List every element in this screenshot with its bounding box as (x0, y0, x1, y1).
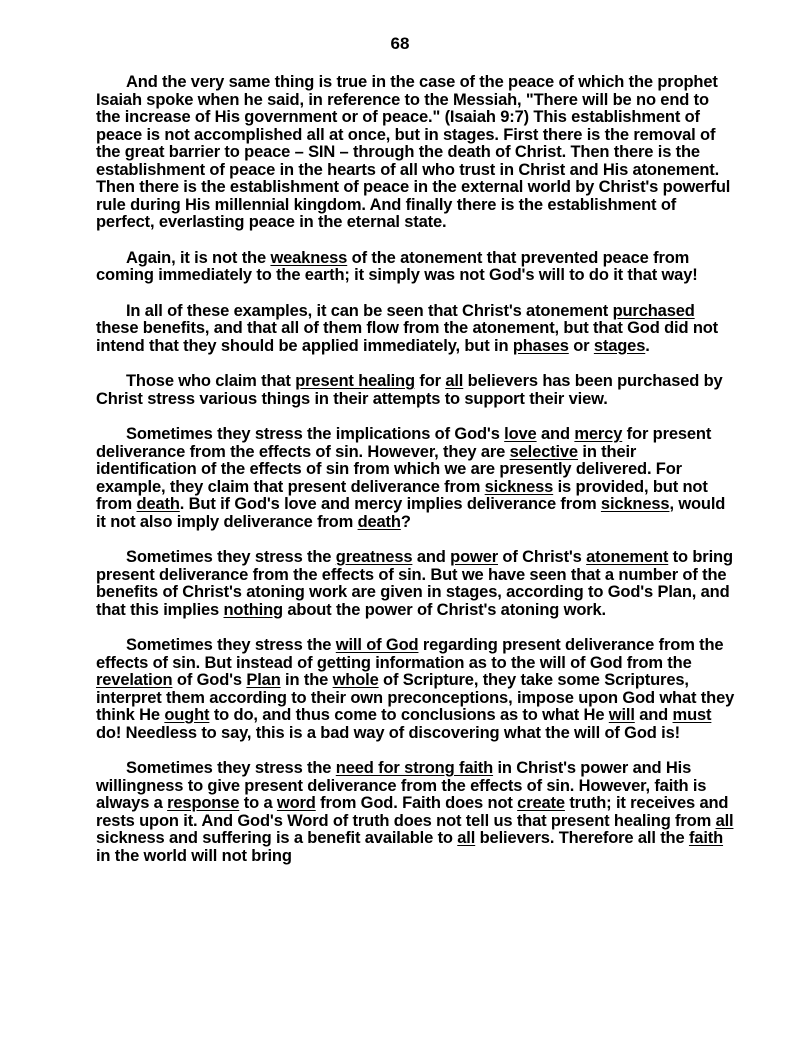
text-run: do! Needless to say, this is a bad way of discovering what the will of God is! (96, 723, 680, 742)
text-run: . But if God's love and mercy implies deliverance from (179, 495, 601, 513)
text-run: believers has been purchased by Christ stress various things in their attempts to support their view. (96, 372, 723, 408)
text-run: for (414, 372, 446, 390)
text-run: regarding present deliverance from the effects of sin. But instead of getting information as to the will of God from the (96, 636, 724, 672)
text-run: of Christ's (498, 548, 587, 566)
paragraph-p1 (96, 74, 736, 232)
paragraph-p4 (96, 373, 736, 408)
underlined-text: mercy (574, 425, 623, 443)
underlined-text: phases (512, 336, 569, 355)
text-run: of the atonement that prevented peace from coming immediately to the earth; it simply was not God's will to do it that way! (96, 248, 698, 284)
underlined-text: response (167, 794, 240, 812)
underlined-text: atonement (586, 548, 669, 566)
underlined-text: faith (688, 829, 724, 847)
underlined-text: sickness (600, 495, 670, 513)
text-run: or (568, 336, 594, 355)
underlined-text: death (136, 495, 180, 513)
underlined-text: word (276, 794, 316, 812)
underlined-text: power (450, 548, 498, 566)
text-run: ? (400, 512, 411, 531)
text-run: . (645, 336, 650, 355)
underlined-text: must (672, 706, 712, 724)
text-run: about the power of Christ's atoning work. (282, 600, 606, 619)
underlined-text: all (457, 829, 476, 847)
text-run: these benefits, and that all of them flow from the atonement, but that God did not intend that they should be applied immediately, but in (96, 319, 719, 355)
underlined-text: stages (593, 336, 646, 355)
paragraph-p5 (96, 426, 736, 531)
text-run: in their identification of the effects of sin from which we are presently delivered. For example, they claim that present deliverance from (96, 442, 682, 496)
text-run: from God. Faith does not (315, 794, 518, 812)
text-run: in the world will not bring (96, 846, 292, 865)
underlined-text: all (715, 811, 734, 830)
text-run: Again, it is not the (126, 248, 271, 267)
paragraph-p3 (96, 303, 736, 356)
underlined-text: create (517, 794, 565, 812)
underlined-text: ought (164, 706, 210, 724)
underlined-text: greatness (335, 548, 413, 566)
underlined-text: Plan (246, 671, 281, 689)
text-run: In all of these examples, it can be seen that Christ's atonement (126, 301, 613, 320)
text-run: in Christ's power and His willingness to give present deliverance from the effects of sin. However, faith is always a (96, 759, 707, 812)
underlined-text: purchased (612, 301, 695, 320)
text-run: to bring present deliverance from the effects of sin. But we have seen that a number of the benefits of Christ's atoning work are given in stages, according to God's Plan, and that this implies (96, 548, 733, 619)
text-run: Sometimes they stress the implications of God's (126, 425, 505, 443)
text-run: to do, and thus come to conclusions as to what He (209, 706, 609, 724)
text-run: believers. Therefore all the (475, 829, 689, 847)
paragraph-p6 (96, 549, 736, 619)
paragraph-p2 (96, 250, 736, 285)
underlined-text: selective (509, 442, 578, 461)
underlined-text: will of God (335, 636, 419, 654)
underlined-text: will (608, 706, 635, 724)
paragraph-p7 (96, 637, 736, 742)
underlined-text: need for strong faith (335, 759, 494, 777)
text-run: And the very same thing is true in the case of the peace of which the prophet Isaiah spoke when he said, in reference to the Messiah, "There will be no end to the increase of His government or of peace." (Isaiah 9:7) This establishment of peace is not accomplished all at once, but in stages. First there is the removal of the great barrier to peace – SIN – through the death of Christ. Then there is the establishment of peace in the hearts of all who trust in Christ and His atonement. Then there is the establishment of peace in the external world by Christ's powerful rule during His millennial kingdom. And finally there is the establishment of perfect, everlasting peace in the eternal state. (96, 73, 731, 231)
text-run: sickness and suffering is a benefit available to (96, 829, 458, 847)
text-run: Sometimes they stress the (126, 759, 336, 777)
underlined-text: weakness (270, 248, 348, 267)
body-text (96, 74, 736, 883)
text-run: and (412, 548, 451, 566)
underlined-text: whole (332, 671, 379, 689)
underlined-text: nothing (223, 600, 283, 619)
underlined-text: love (504, 425, 537, 443)
text-run: for present deliverance from the effects of sin. However, they are (96, 425, 712, 461)
underlined-text: revelation (96, 671, 173, 689)
text-run: Sometimes they stress the (126, 548, 336, 566)
text-run: Sometimes they stress the (126, 636, 336, 654)
underlined-text: all (445, 372, 464, 390)
text-run: and (634, 706, 673, 724)
text-run: and (536, 425, 575, 443)
text-run: to a (239, 794, 277, 812)
text-run: truth; it receives and rests upon it. And God's Word of truth does not tell us that present healing from (96, 794, 729, 830)
underlined-text: sickness (484, 477, 554, 496)
underlined-text: present healing (295, 372, 415, 390)
text-run: of Scripture, they take some Scriptures, interpret them according to their own preconceptions, impose upon God what they think He (96, 671, 735, 724)
text-run: in the (280, 671, 333, 689)
page-number: 68 (390, 34, 410, 53)
text-run: , would it not also imply deliverance from (96, 495, 726, 531)
text-run: is provided, but not from (96, 477, 708, 513)
paragraph-p8 (96, 760, 736, 865)
underlined-text: death (357, 512, 401, 531)
text-run: of God's (172, 671, 247, 689)
text-run: Those who claim that (126, 372, 296, 390)
